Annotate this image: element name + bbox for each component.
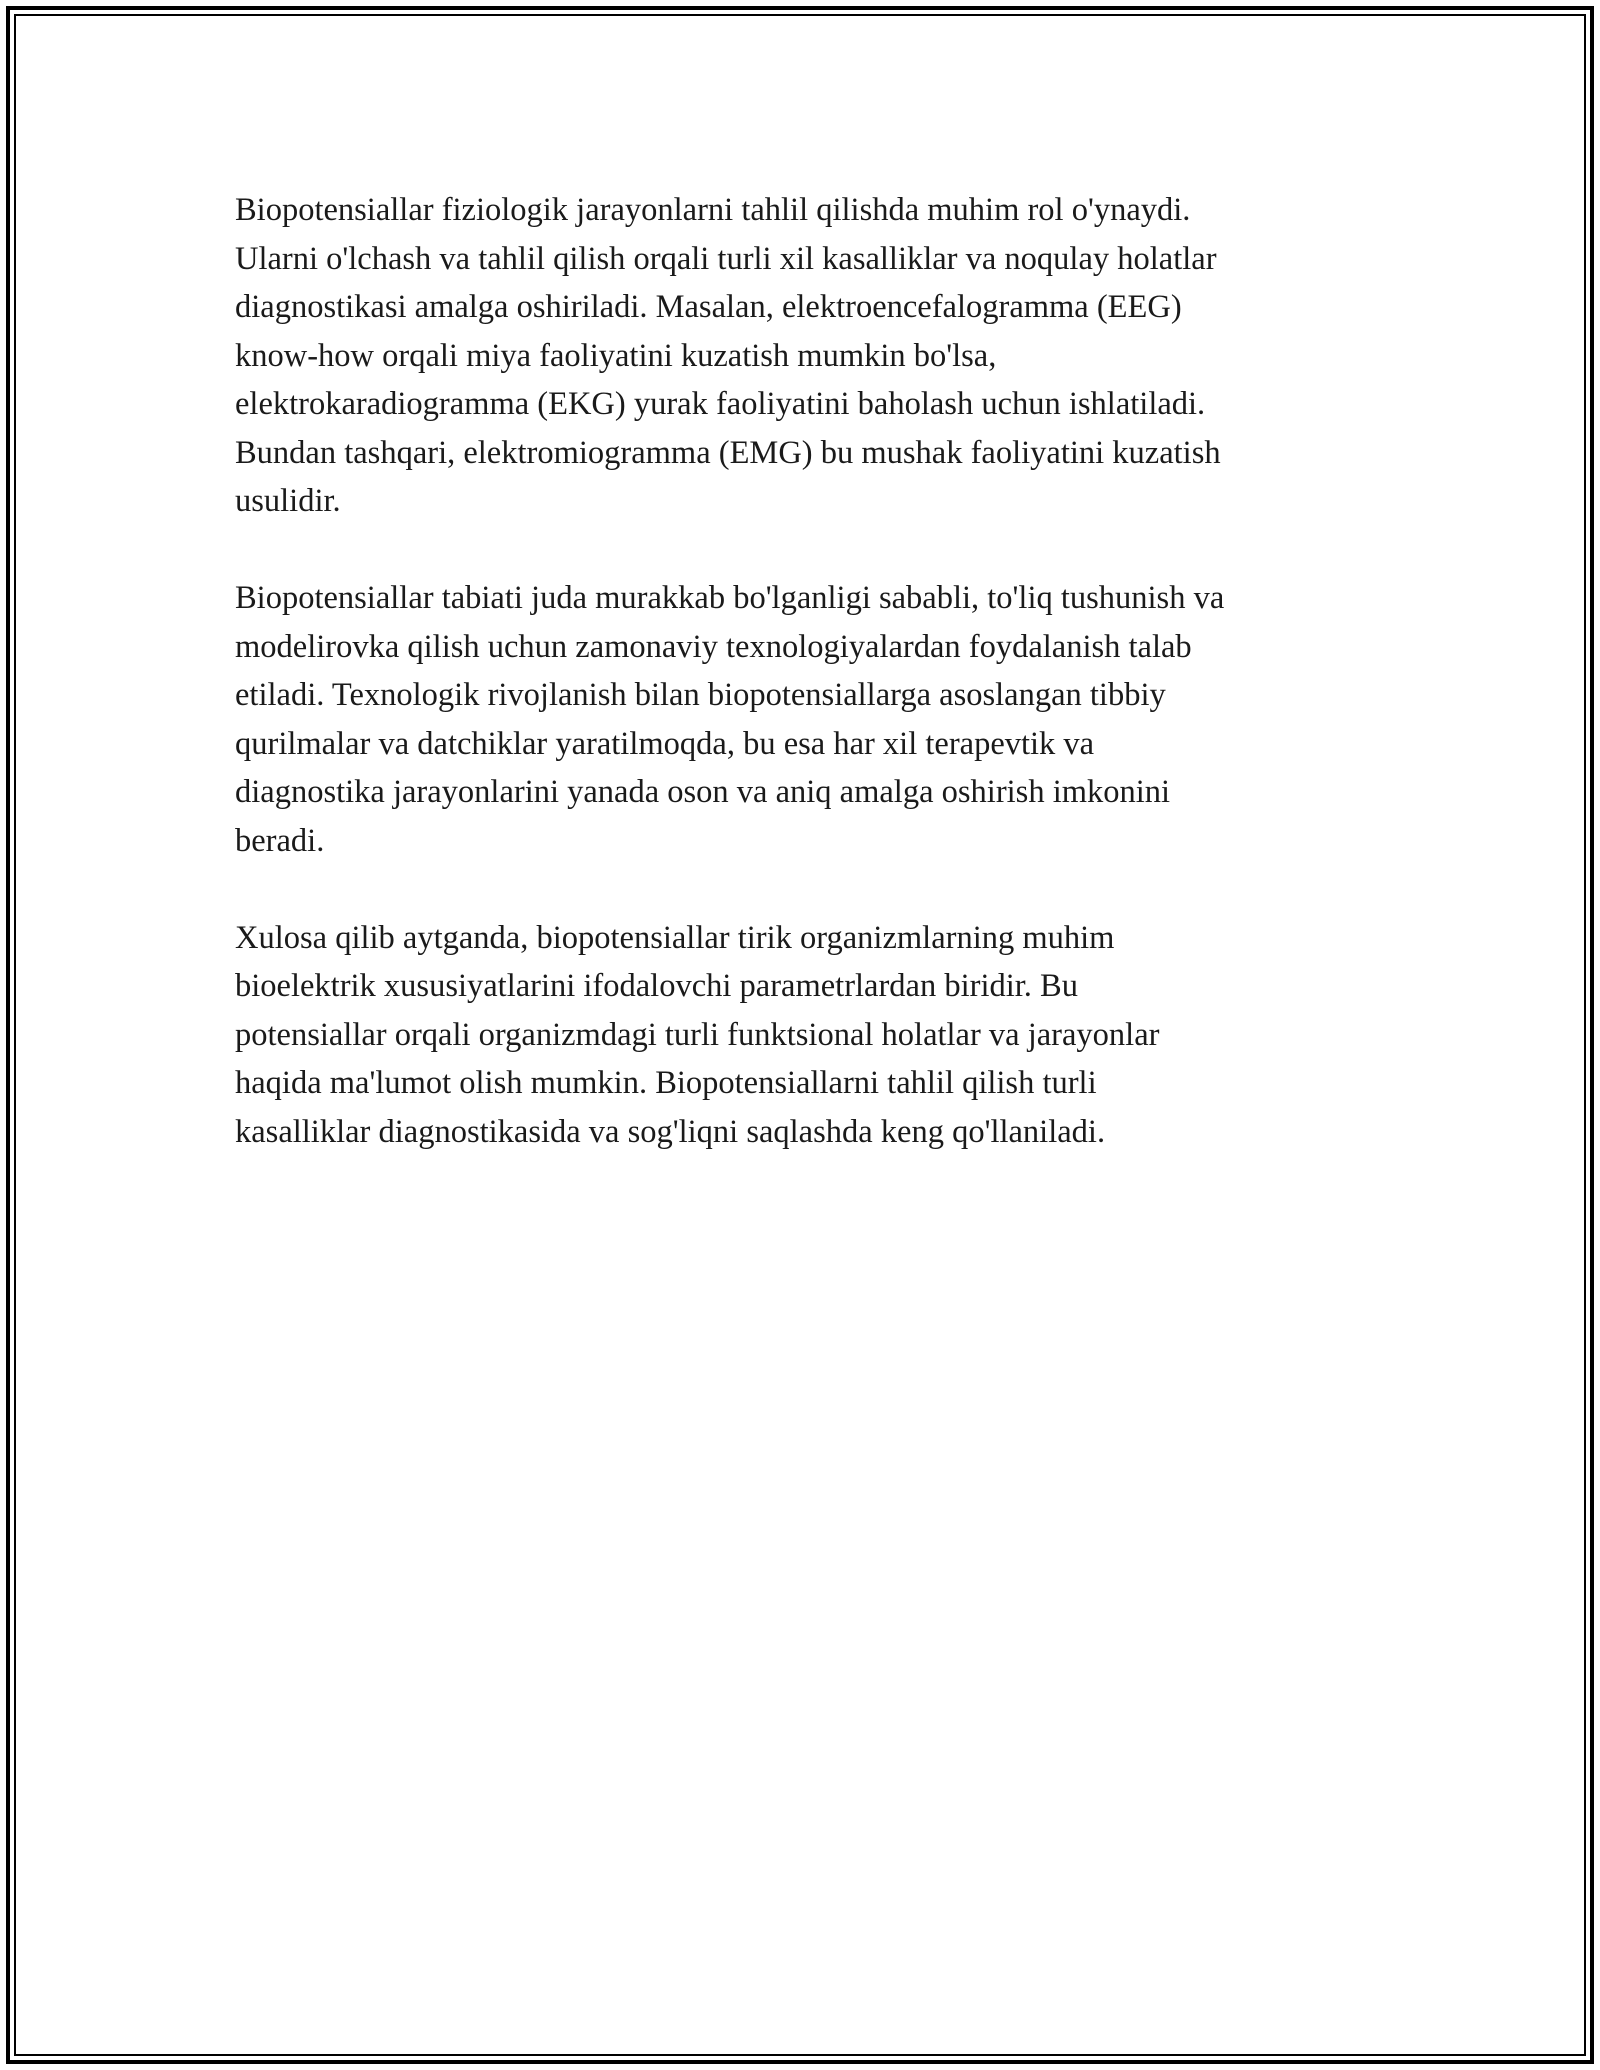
paragraph-line: usulidir. bbox=[235, 483, 341, 519]
paragraph-line: haqida ma'lumot olish mumkin. Biopotensiallarni tahlil qilish turli bbox=[235, 1065, 1097, 1101]
paragraph-line: Biopotensiallar tabiati juda murakkab bo'lganligi sababli, to'liq tushunish va bbox=[235, 580, 1225, 616]
paragraph-line: bioelektrik xususiyatlarini ifodalovchi parametrlardan biridir. Bu bbox=[235, 968, 1078, 1004]
paragraph-line: Bundan tashqari, elektromiogramma (EMG) bu mushak faoliyatini kuzatish bbox=[235, 434, 1221, 471]
paragraph-line: potensiallar orqali organizmdagi turli funktsional holatlar va jarayonlar bbox=[235, 1016, 1160, 1053]
paragraph-line: diagnostikasi amalga oshiriladi. Masalan, elektroencefalogramma (EEG) bbox=[235, 289, 1182, 325]
paragraph-line: Ularni o'lchash va tahlil qilish orqali turli xil kasalliklar va noqulay holatlar bbox=[235, 240, 1217, 277]
paragraph-line: Biopotensiallar fiziologik jarayonlarni tahlil qilishda muhim rol o'ynaydi. bbox=[235, 192, 1191, 228]
paragraph-2 bbox=[235, 574, 1385, 865]
paragraph-line: etiladi. Texnologik rivojlanish bilan biopotensiallarga asoslangan tibbiy bbox=[235, 677, 1166, 713]
paragraph-line: know-how orqali miya faoliyatini kuzatish mumkin bo'lsa, bbox=[235, 337, 997, 374]
paragraph-line: beradi. bbox=[235, 822, 325, 859]
paragraph-line: elektrokaradiogramma (EKG) yurak faoliyatini baholash uchun ishlatiladi. bbox=[235, 386, 1206, 422]
paragraph-line: qurilmalar va datchiklar yaratilmoqda, bu esa har xil terapevtik va bbox=[235, 725, 1095, 762]
paragraph-3 bbox=[235, 914, 1385, 1157]
paragraph-1 bbox=[235, 186, 1385, 526]
paragraph-line: diagnostika jarayonlarini yanada oson va aniq amalga oshirish imkonini bbox=[235, 774, 1171, 810]
paragraph-line: kasalliklar diagnostikasida va sog'liqni saqlashda keng qo'llaniladi. bbox=[235, 1113, 1106, 1150]
document-body bbox=[235, 186, 1385, 1205]
paragraph-line: Xulosa qilib aytganda, biopotensiallar tirik organizmlarning muhim bbox=[235, 919, 1115, 956]
paragraph-line: modelirovka qilish uchun zamonaviy texnologiyalardan foydalanish talab bbox=[235, 628, 1192, 665]
